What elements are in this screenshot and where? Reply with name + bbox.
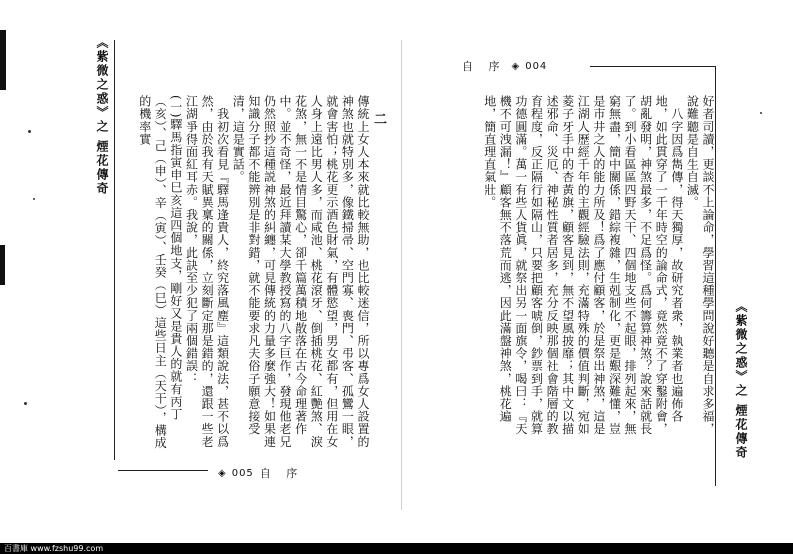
- margin-rule: [114, 40, 115, 460]
- book-title: 《紫微之惑》之: [95, 36, 109, 134]
- binding-mark: [0, 30, 6, 90]
- diamond-ornament-icon: ◈: [218, 467, 226, 479]
- running-title-left: [95, 36, 109, 196]
- print-speck: [33, 198, 35, 200]
- print-speck: [24, 402, 27, 405]
- footer-rule: [118, 470, 208, 471]
- book-title: 《紫微之惑》之: [734, 300, 748, 398]
- diamond-ornament-icon: ◈: [511, 60, 520, 72]
- footer-title: 自 序: [259, 467, 304, 480]
- section-number: 二: [371, 112, 386, 125]
- binding-mark: [0, 245, 5, 285]
- header-rule: [590, 66, 715, 67]
- print-speck: [760, 112, 762, 114]
- page-header: [462, 58, 547, 74]
- running-subtitle: 煙花傳奇: [95, 139, 109, 196]
- body-text-right: 好者司讀，更談不上論命，學習這種學問說好聽是自求多福，說難聽是自生自滅。 八字因爲雋傳，得天獨厚，故研究者衆，執業者也遍佈各地，如此貫穿了一千年時空的論命式，竟然竟不了穿鑿附會，胡亂發明，神煞最多，不足爲怪。爲何籌算神煞？說來話就長了。到小看區區四野天干、四個地支些不起眼，排列起來，無窮無盡，簡中關係，錯綜複雜，生剋制化，更是艱深難懂，豈是市井之人的能力所及！爲了應付顧客，於是祭出神煞，這是江湖人歷經千年的主觀經驗法則，充滿特殊的價值判斷，宛如菱子牙手中的杏黃旗，顧客見到，無不望風披靡；其中文以描述邪命、災厄、神秘性質者居多，充分反映那個社會階層的教育程度，反正隔行如隔山，只要把顧客唬倒，鈔票到手，就算功德圓滿。萬一有些人貨眞，就祭出另一面旗令，喝曰：『天機不可洩漏！』顧客無不落荒而逃，因此滿盤神煞，桃花遍地，簡直理直氣壯。: [482, 95, 715, 436]
- running-title-right: [734, 300, 748, 460]
- watermark: 百書庫 www.fzshu99.com: [0, 543, 793, 554]
- page-number: 005: [231, 467, 254, 479]
- print-speck: [28, 130, 31, 133]
- running-subtitle: 煙花傳奇: [734, 403, 748, 460]
- margin-rule: [715, 66, 716, 486]
- header-title: 自 序: [462, 60, 506, 73]
- body-text-left: 傳統上女人本來就比較無助，也比較迷信，所以專爲女人設置的神煞也就特別多，像鐵掃帚、空門寡、喪門、弔客、孤鸞一眼，就會害怕；桃花更示酒色財氣，有體慾望，男女都有，但用在女人身上遠比男人多，而咸池、桃花滾牙、倒插桃花、紅艷煞、淚花煞，無一不是情目驚心，卻千篇萬積地散落在古今命理著作中。並不奇怪，最近拜讀某大學教授寫的八字巨作，發現他老兄仍然照抄這種説神煞的糾纏，可見傳統的力量多麼強大！如果連知識分子都不能辨別是非對錯，就不能要求凡夫俗子願意接受清，這是實話。 我初次看見『驛馬逢貴人，終究落風塵』這類說法，甚不以爲然，由於我有天賦異稟的關係，立刻斷定那是錯的，還跟一些老江湖爭得面紅耳赤。我說，此訣至少犯了兩個錯誤： (一)驛馬指寅申巳亥這四個地支，剛好又是貴人的就有丙丁（亥）、己（申）、辛（寅）、壬癸（巳）這些日主（天干），構成的機率實: [137, 95, 370, 449]
- page-gutter: [401, 40, 402, 510]
- page-number: 004: [525, 60, 548, 72]
- page-footer: [218, 465, 303, 481]
